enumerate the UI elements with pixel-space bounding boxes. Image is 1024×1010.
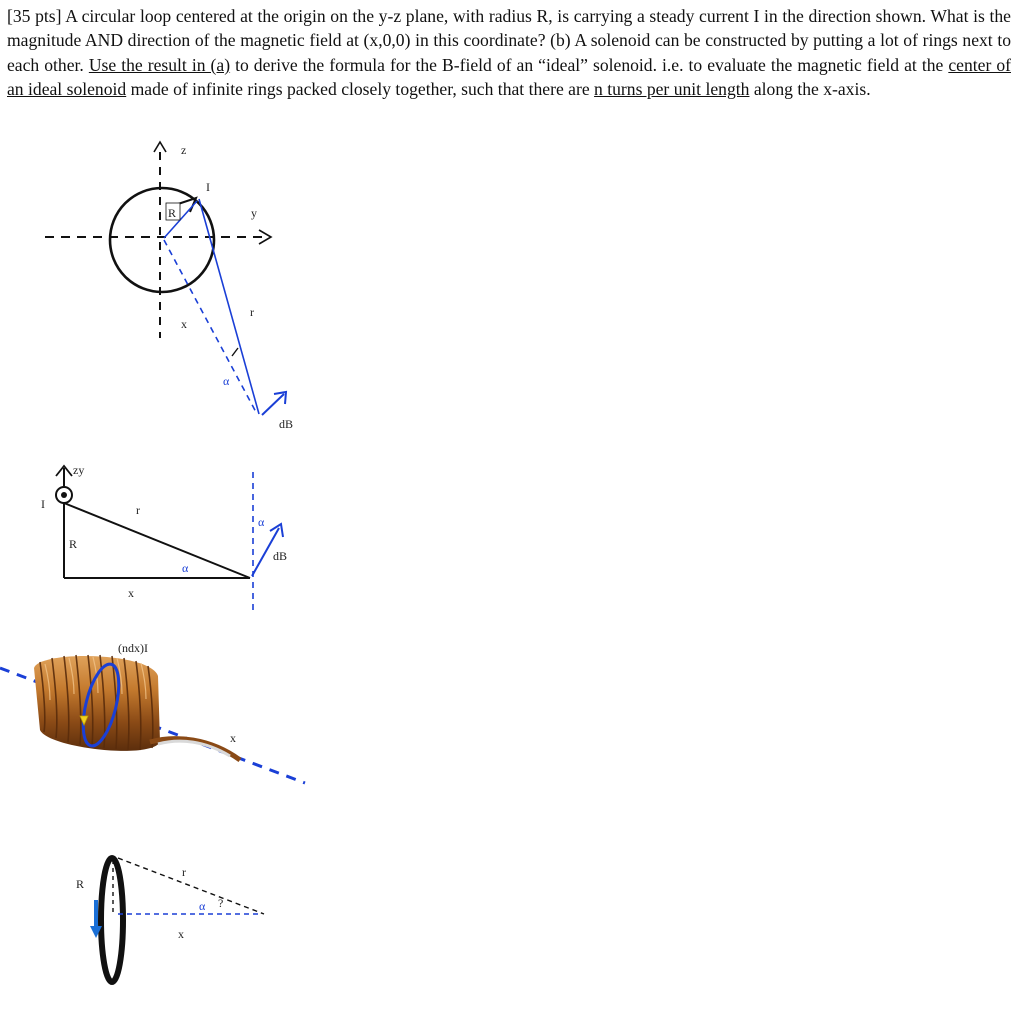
db-label: dB <box>279 417 294 431</box>
ring-r-dashed <box>118 858 264 914</box>
r-label-4: r <box>182 865 186 879</box>
question-mark-label: ? <box>218 896 224 910</box>
triangle-hypotenuse <box>64 503 250 578</box>
r-label-2: r <box>136 503 140 517</box>
x-label: x <box>181 317 187 331</box>
current-out-dot <box>61 492 67 498</box>
current-loop <box>110 188 214 292</box>
alpha-tick <box>232 348 238 356</box>
part-b-intro: A solenoid can be constructed by putting a lot of rings next to each other. <box>7 30 1012 75</box>
part-b-mid2: made of infinite rings packed closely together, such that there are <box>130 79 590 100</box>
radius-label: R <box>168 206 177 220</box>
part-b-end: along the x-axis. <box>753 79 871 100</box>
loop-field-diagram <box>45 142 293 431</box>
part-a-text: A circular loop centered at the origin on the y-z plane, with radius R, is carrying a steady current I in the direction shown. What is the magnitude AND direction of the magnetic field at (x,0,0) in this coordinate? <box>7 6 1011 51</box>
part-b-underline-3: n turns per unit length <box>594 79 750 100</box>
db-arrow-shaft <box>262 394 284 415</box>
current-label-2: I <box>41 497 45 511</box>
z-axis-arrowhead <box>154 142 166 152</box>
solenoid-coil <box>34 655 160 751</box>
x-label-4: x <box>178 927 184 941</box>
solenoid-diagram <box>0 641 305 783</box>
part-b-underline-2: center of an ideal solenoid <box>7 54 1011 100</box>
radius-label-2: R <box>69 537 78 551</box>
part-b-label: (b) <box>550 30 571 51</box>
ring-side-diagram <box>76 858 264 982</box>
x-line <box>164 240 257 414</box>
zy-axis-label: zy <box>73 463 85 477</box>
triangle-diagram <box>41 463 287 614</box>
part-b-underline-1: Use the result in (a) <box>88 54 231 75</box>
current-label: I <box>206 180 210 194</box>
y-axis-label: y <box>251 206 257 220</box>
points-label: [35 pts] <box>7 6 62 26</box>
alpha-label-4: α <box>199 899 206 913</box>
ring-side-view <box>101 858 123 982</box>
z-axis-label: z <box>181 143 187 157</box>
db-label-2: dB <box>273 549 288 563</box>
x-label-3: x <box>230 731 236 745</box>
alpha-label-2: α <box>182 561 189 575</box>
x-label-2: x <box>128 586 134 600</box>
alpha-label-3: α <box>258 515 265 529</box>
r-label: r <box>250 305 254 319</box>
alpha-label: α <box>223 374 230 388</box>
radius-label-4: R <box>76 877 85 891</box>
ndx-label: (ndx)I <box>118 641 148 655</box>
part-b-mid: to derive the formula for the B-field of an “ideal” solenoid. i.e. to evaluate the magnetic field at the <box>235 54 944 75</box>
